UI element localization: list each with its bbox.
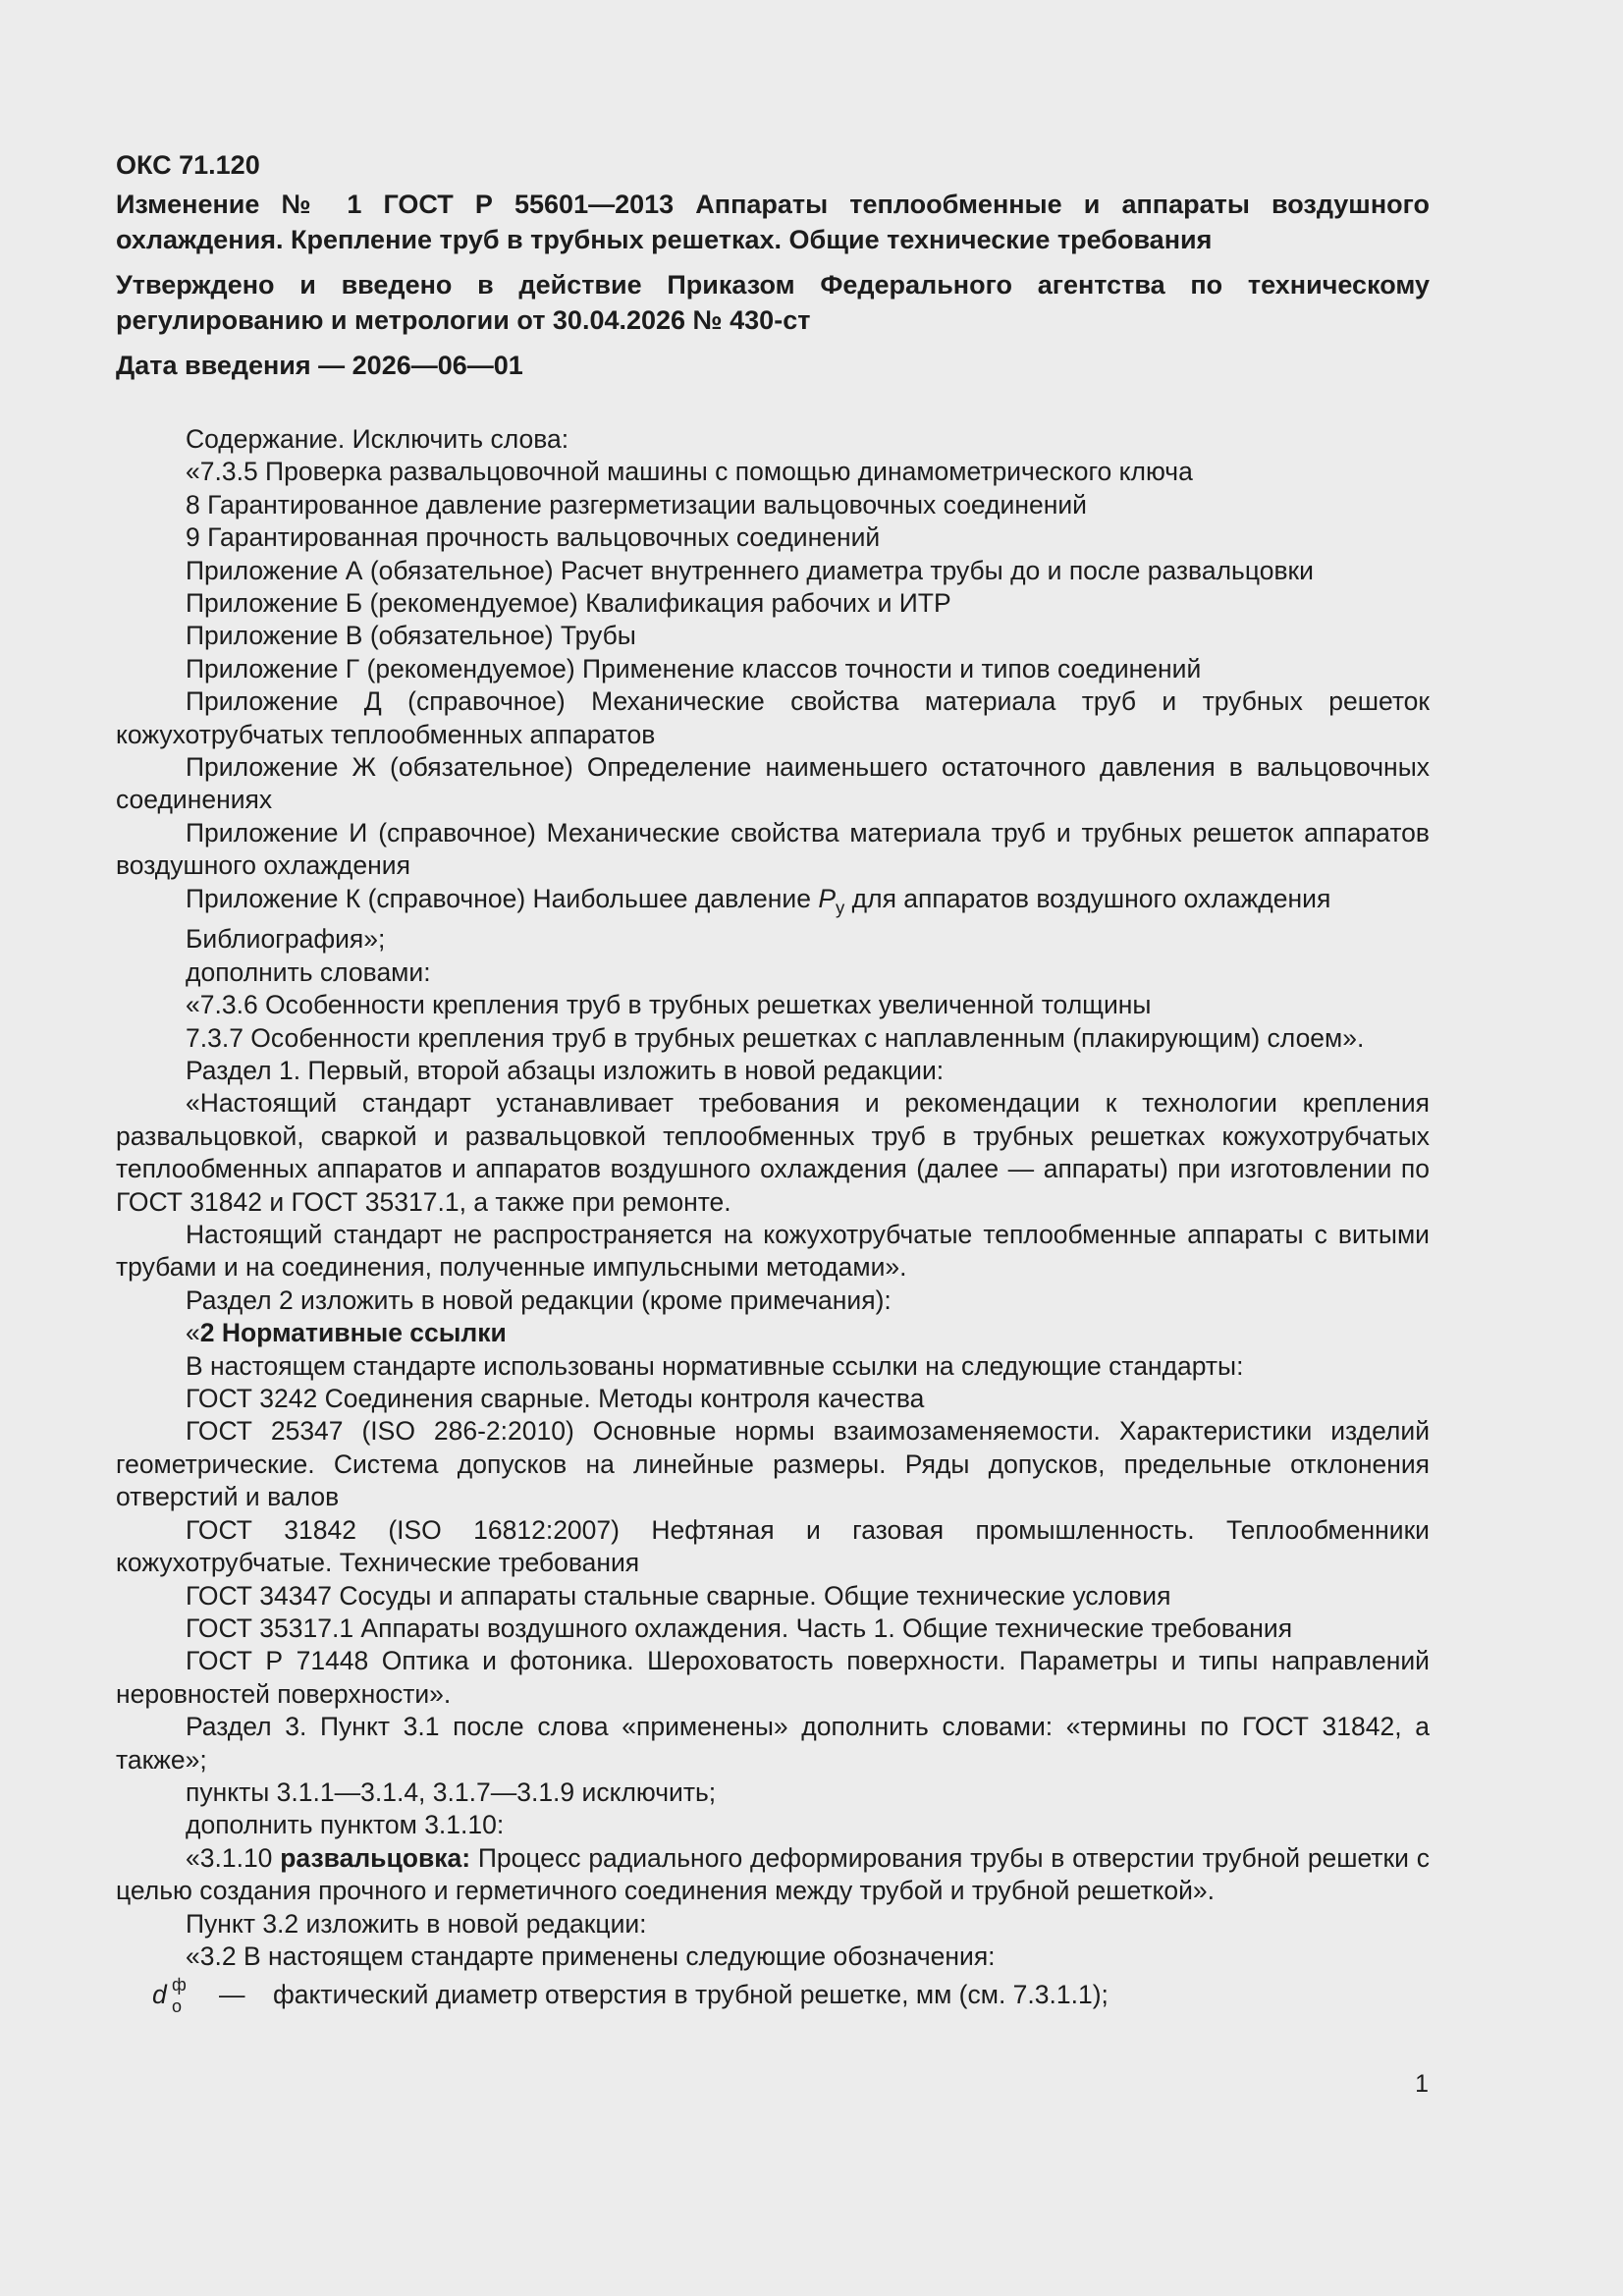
paragraph: Приложение Г (рекомендуемое) Применение классов точности и типов соединений [186,653,1202,683]
paragraph: Приложение В (обязательное) Трубы [186,621,636,651]
symbol [152,1975,219,2016]
heading-text: 2 Нормативные ссылки [199,1318,507,1348]
amendment-body [116,423,1430,1973]
reference-item: ГОСТ 35317.1 Аппараты воздушного охлаждения. Часть 1. Общие технические требования [186,1613,1293,1643]
symbol-description: фактический диаметр отверстия в трубной решетке, мм (см. 7.3.1.1); [273,1980,1109,2009]
paragraph: Приложение Ж (обязательное) Определение наименьшего остаточного давления в вальцовочных соединениях [116,752,1430,815]
paragraph: «Настоящий стандарт устанавливает требования и рекомендации к технологии крепления развальцовкой, сваркой и развальцовкой теплообменных труб в трубных решетках кожухотрубчатых теплообменных аппаратов и аппаратов воздушного охлаждения (далее — аппараты) при изготовлении по ГОСТ 31842 и ГОСТ 35317.1, а также при ремонте. [116,1088,1430,1217]
approval-statement: Утверждено и введено в действие Приказом Федерального агентства по техническому регулированию и метрологии от 30.04.2026 № 430-ст [116,270,1430,335]
paragraph: 7.3.7 Особенности крепления труб в трубных решетках с наплавленным (плакирующим) слоем». [186,1022,1365,1053]
pressure-subscript: у [836,896,845,917]
paragraph: пункты 3.1.1—3.1.4, 3.1.7—3.1.9 исключить; [186,1777,717,1807]
text-span: для аппаратов воздушного охлаждения [844,883,1331,913]
symbol-letter: d [152,1980,167,2009]
paragraph: дополнить словами: [186,957,431,987]
effective-date: Дата введения — 2026—06—01 [116,351,523,380]
paragraph: Библиография»; [186,924,386,955]
paragraph: 9 Гарантированная прочность вальцовочных соединений [186,522,881,553]
pressure-symbol: P [818,883,837,913]
paragraph: «7.3.6 Особенности крепления труб в трубных решетках увеличенной толщины [186,990,1152,1020]
symbol-superscript: ф [172,1975,187,1995]
reference-item: ГОСТ 25347 (ISO 286-2:2010) Основные нормы взаимозаменяемости. Характеристики изделий геометрические. Система допусков на линейные размеры. Ряды допусков, предельные отклонения отверстий и валов [116,1416,1430,1512]
text-span: « [186,1318,200,1348]
oks-code: ОКС 71.120 [116,150,260,180]
term: развальцовка: [280,1842,471,1873]
paragraph: Содержание. Исключить слова: [186,424,569,454]
paragraph: Пункт 3.2 изложить в новой редакции: [186,1908,647,1939]
reference-item: ГОСТ 31842 (ISO 16812:2007) Нефтяная и газовая промышленность. Теплообменники кожухотрубчатые. Технические требования [116,1514,1430,1578]
reference-item: ГОСТ 34347 Сосуды и аппараты стальные сварные. Общие технические условия [186,1580,1171,1611]
paragraph: В настоящем стандарте использованы нормативные ссылки на следующие стандарты: [186,1350,1244,1381]
paragraph: Раздел 3. Пункт 3.1 после слова «применены» дополнить словами: «термины по ГОСТ 31842, а также»; [116,1712,1430,1775]
paragraph [116,883,1430,924]
paragraph: 8 Гарантированное давление разгерметизации вальцовочных соединений [186,489,1087,519]
section-heading [116,1317,1430,1349]
paragraph: Приложение А (обязательное) Расчет внутреннего диаметра трубы до и после развальцовки [186,555,1314,585]
symbol-definition [152,1975,1109,2016]
reference-item: ГОСТ Р 71448 Оптика и фотоника. Шероховатость поверхности. Параметры и типы направлений неровностей поверхности». [116,1646,1430,1709]
symbol-subscript: о [172,1996,183,2016]
paragraph: Приложение Д (справочное) Механические свойства материала труб и трубных решеток кожухотрубчатых теплообменных аппаратов [116,686,1430,749]
text-span: Приложение К (справочное) Наибольшее давление [186,883,819,913]
paragraph: Раздел 1. Первый, второй абзацы изложить в новой редакции: [186,1056,945,1086]
paragraph: Настоящий стандарт не распространяется на кожухотрубчатые теплообменные аппараты с витыми трубами и на соединения, полученные импульсными методами». [116,1220,1430,1283]
page-number: 1 [1415,2070,1429,2098]
paragraph: Приложение Б (рекомендуемое) Квалификация рабочих и ИТР [186,588,951,619]
reference-item: ГОСТ 3242 Соединения сварные. Методы контроля качества [186,1384,925,1414]
paragraph: «3.2 В настоящем стандарте применены следующие обозначения: [186,1941,996,1971]
document-title: Изменение № 1 ГОСТ Р 55601—2013 Аппараты теплообменные и аппараты воздушного охлаждения. Крепление труб в трубных решетках. Общие технические требования [116,190,1430,254]
paragraph: Раздел 2 изложить в новой редакции (кроме примечания): [186,1285,892,1315]
dash: — [219,1980,245,2009]
paragraph: дополнить пунктом 3.1.10: [186,1810,505,1840]
paragraph: Приложение И (справочное) Механические свойства материала труб и трубных решеток аппаратов воздушного охлаждения [116,817,1430,881]
text-span: «3.1.10 [186,1842,281,1873]
term-definition [116,1842,1430,1908]
paragraph: «7.3.5 Проверка развальцовочной машины с помощью динамометрического ключа [186,457,1193,487]
text-span: Процесс радиального деформирования трубы в отверстии трубной решетки с целью создания прочного и герметичного соединения между трубой и трубной решеткой». [116,1842,1430,1906]
